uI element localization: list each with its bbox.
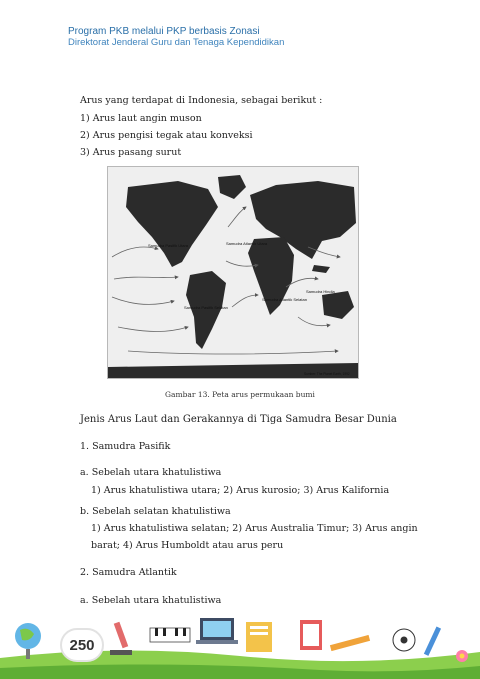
header-program-title: Program PKB melalui PKP berbasis Zonasi [68, 26, 260, 37]
ocean-current-map [107, 166, 359, 379]
list-text: barat; 4) Arus Humboldt atau arus peru [91, 540, 284, 551]
ruler-icon [330, 635, 370, 651]
map-label [262, 297, 307, 302]
book-icon [246, 622, 272, 652]
figure-caption: Gambar 13. Peta arus permukaan bumi [165, 390, 315, 399]
map-label [148, 243, 189, 248]
page-header [68, 26, 284, 48]
section-heading: Jenis Arus Laut dan Gerakannya di Tiga Samudra Besar Dunia [80, 414, 397, 425]
globe-icon [15, 623, 41, 659]
map-label: Samudra Atlantik Utara [226, 241, 268, 246]
map-label: Samudra Pasifik Utara [148, 243, 189, 248]
intro-item: 1) Arus laut angin muson [80, 113, 202, 124]
microscope-icon [110, 622, 132, 655]
clipboard-icon [300, 620, 322, 650]
map-label: Samudra Hindia [306, 289, 335, 294]
subsection-title: 2. Samudra Atlantik [80, 567, 177, 578]
list-text: 1) Arus khatulistiwa selatan; 2) Arus Australia Timur; 3) Arus angin [91, 523, 418, 534]
intro-item: 2) Arus pengisi tegak atau konveksi [80, 130, 253, 141]
map-credit: Sumber: The Planet Earth, 1992 [304, 372, 350, 376]
list-text: 1) Arus khatulistiwa utara; 2) Arus kurosio; 3) Arus Kalifornia [91, 485, 390, 496]
flower-icon [456, 650, 468, 662]
piano-keys-icon [150, 628, 190, 642]
laptop-icon [196, 618, 238, 644]
intro-lead: Arus yang terdapat di Indonesia, sebagai berikut : [80, 95, 323, 106]
map-label [184, 305, 228, 310]
subsection-item: a. Sebelah utara khatulistiwa [80, 467, 222, 478]
map-label: Samudra Pasifik Selatan [184, 305, 228, 310]
map-label [226, 241, 268, 246]
subsection-item: a. Sebelah utara khatulistiwa [80, 595, 222, 606]
header-directorate: Direktorat Jenderal Guru dan Tenaga Kependidikan [68, 37, 285, 48]
page-number: 250 [60, 628, 104, 662]
map-label: Samudra Atlantik Selatan [262, 297, 307, 302]
subsection-title: 1. Samudra Pasifik [80, 441, 171, 452]
map-label [306, 289, 335, 294]
soccer-ball-icon [393, 629, 415, 651]
subsection-item: b. Sebelah selatan khatulistiwa [80, 506, 231, 517]
pencil-icon [424, 627, 441, 656]
intro-item: 3) Arus pasang surut [80, 147, 182, 158]
